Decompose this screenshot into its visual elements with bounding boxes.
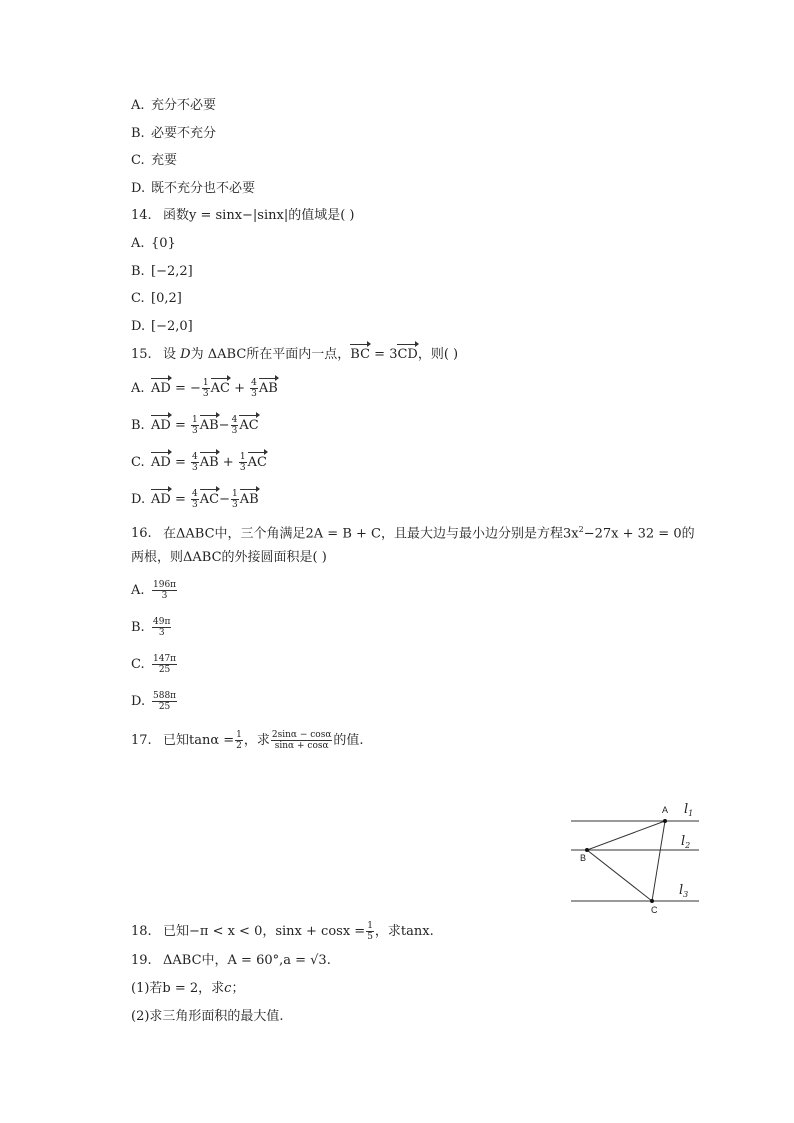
- q16-stem-line1: [131, 522, 695, 542]
- stem-part: 已知tanα =: [163, 733, 235, 748]
- fraction-denominator: 5: [367, 932, 373, 942]
- parallel-lines-triangle-figure: [571, 798, 701, 918]
- operator: −: [218, 418, 230, 433]
- stem-part: 两根，则ΔABC的外接圆面积是( ): [131, 550, 327, 565]
- option-text: {0}: [151, 236, 176, 251]
- question-number: 19.: [131, 953, 152, 968]
- question-number: 16.: [131, 526, 152, 542]
- fraction: [231, 415, 239, 436]
- fraction: [152, 654, 177, 675]
- fraction-numerator: 4: [251, 378, 257, 388]
- fraction: [191, 415, 199, 436]
- q18-stem: [131, 921, 434, 942]
- q16-stem-line2: [131, 550, 327, 566]
- option-text: [−2,0]: [151, 319, 193, 334]
- option-letter: C.: [131, 657, 145, 672]
- vector-term: AB: [258, 381, 278, 396]
- vector-lhs: AD: [151, 418, 171, 433]
- fraction: [191, 489, 199, 510]
- q16-option-c: [131, 654, 178, 675]
- fraction-numerator: 49π: [153, 617, 171, 627]
- stem-part: 设: [163, 347, 177, 362]
- fraction-denominator: 3: [239, 463, 246, 473]
- option-letter: B.: [131, 418, 145, 433]
- fraction: [250, 378, 258, 399]
- fraction: [202, 378, 210, 399]
- q15-option-c: [131, 452, 267, 473]
- fraction: [235, 730, 243, 751]
- question-number: 14.: [131, 208, 152, 223]
- fraction-numerator: 588π: [153, 691, 177, 701]
- vector-term: AC: [239, 418, 259, 433]
- label-a: A: [662, 805, 669, 815]
- option-letter: C.: [131, 291, 145, 306]
- label-l1-sub: 1: [688, 809, 694, 818]
- q14-option-a: [131, 236, 176, 252]
- triangle-abc: [587, 821, 665, 901]
- question-text: 函数y = sinx−|sinx|的值域是( ): [163, 208, 355, 223]
- fraction-numerator: 4: [191, 452, 198, 462]
- option-letter: D.: [131, 319, 146, 334]
- equals: = −: [170, 381, 201, 396]
- q13-option-a: [131, 98, 216, 114]
- fraction: [231, 489, 239, 510]
- fraction-numerator: 4: [231, 415, 238, 425]
- vector-lhs: AD: [151, 381, 171, 396]
- label-l3: [679, 883, 688, 899]
- option-letter: A.: [131, 583, 145, 598]
- equals: =: [170, 492, 190, 507]
- label-l2-main: l: [681, 834, 686, 849]
- operator: +: [229, 381, 250, 396]
- label-l2-sub: 2: [685, 841, 691, 850]
- fraction-numerator: 4: [191, 489, 198, 499]
- stem-part: 在ΔABC中，三个角满足2A = B + C，且最大边与最小边分别是方程3x: [163, 526, 579, 542]
- fraction-denominator: 3: [161, 591, 168, 601]
- q15-stem: [131, 347, 458, 363]
- fraction-numerator: 1: [367, 921, 373, 931]
- fraction-denominator: 3: [231, 426, 238, 436]
- label-l1-main: l: [684, 802, 689, 817]
- fraction: [191, 452, 199, 473]
- stem-part: ，则( ): [417, 347, 459, 362]
- equals: =: [170, 455, 190, 470]
- option-text: [−2,2]: [151, 264, 193, 279]
- option-letter: A.: [131, 98, 145, 113]
- vector-term: AC: [199, 492, 220, 507]
- fraction-numerator: 1: [239, 452, 246, 462]
- equals: =: [170, 418, 190, 433]
- option-text: 既不充分也不必要: [151, 181, 256, 196]
- vector-bc: BC: [350, 347, 371, 362]
- q13-option-b: [131, 126, 216, 142]
- vector-term: AC: [247, 455, 267, 470]
- stem-part: ；: [231, 981, 245, 996]
- fraction-numerator: 196π: [153, 580, 177, 590]
- stem-part: ΔABC所在平面内一点，: [207, 347, 351, 362]
- stem-part: ΔABC中，A = 60°,a = √3.: [163, 953, 331, 968]
- q14-stem: [131, 208, 355, 224]
- fraction-denominator: 3: [202, 389, 209, 399]
- label-b: B: [580, 853, 587, 863]
- point-a: [663, 819, 667, 823]
- q13-option-c: [131, 153, 177, 169]
- q15-option-b: [131, 415, 259, 436]
- q14-option-b: [131, 264, 193, 280]
- vector-term: AC: [210, 381, 230, 396]
- fraction-denominator: 25: [158, 702, 171, 712]
- q14-option-c: [131, 291, 182, 307]
- q16-option-d: [131, 691, 178, 712]
- point-d: D: [180, 347, 191, 362]
- exponent: 2: [578, 525, 584, 534]
- stem-part: 已知−π < x < 0，sinx + cosx =: [163, 924, 366, 939]
- fraction: [152, 580, 177, 601]
- question-number: 15.: [131, 347, 152, 362]
- option-letter: A.: [131, 381, 145, 396]
- q19-part1: [131, 981, 244, 997]
- option-letter: D.: [131, 694, 146, 709]
- stem-part: (1)若b = 2，求: [131, 981, 225, 996]
- option-letter: C.: [131, 153, 145, 168]
- fraction-denominator: 3: [191, 463, 198, 473]
- fraction-numerator: 147π: [153, 654, 177, 664]
- option-text: 必要不充分: [151, 126, 217, 141]
- label-l2: [681, 834, 690, 850]
- fraction-denominator: 3: [158, 628, 165, 638]
- q16-option-b: [131, 617, 172, 638]
- vector-term: AB: [199, 455, 219, 470]
- fraction-numerator: 1: [202, 378, 209, 388]
- fraction: [239, 452, 247, 473]
- q19-stem: [131, 953, 331, 969]
- fraction-denominator: 3: [191, 500, 198, 510]
- label-c: C: [651, 905, 658, 915]
- fraction-numerator: 1: [236, 730, 242, 740]
- option-letter: B.: [131, 620, 145, 635]
- vector-lhs: AD: [151, 455, 171, 470]
- fraction-denominator: sinα + cosα: [274, 741, 329, 751]
- option-letter: C.: [131, 455, 145, 470]
- fraction: [271, 730, 333, 751]
- label-l3-main: l: [679, 883, 684, 898]
- fraction-denominator: 25: [158, 665, 171, 675]
- question-number: 17.: [131, 733, 152, 748]
- stem-part: = 3: [370, 347, 398, 362]
- fraction-denominator: 3: [191, 426, 198, 436]
- stem-part: ，求tanx.: [374, 924, 434, 939]
- stem-part: 为: [190, 347, 204, 362]
- option-letter: D.: [131, 492, 146, 507]
- stem-part: −27x + 32 = 0的: [583, 526, 695, 542]
- stem-part: 的值.: [333, 733, 364, 748]
- fraction: [366, 921, 374, 942]
- option-text: 充要: [151, 153, 178, 168]
- q14-option-d: [131, 319, 193, 335]
- option-letter: B.: [131, 126, 145, 141]
- q17-stem: [131, 730, 364, 751]
- stem-part: ，求: [243, 733, 270, 748]
- question-number: 18.: [131, 924, 152, 939]
- label-l1: [684, 802, 693, 818]
- fraction-numerator: 2sinα − cosα: [271, 730, 332, 740]
- q13-option-d: [131, 181, 255, 197]
- vector-term: AB: [239, 492, 259, 507]
- var-c: c: [224, 981, 232, 996]
- label-l3-sub: 3: [683, 890, 689, 899]
- q15-option-d: [131, 489, 259, 510]
- option-text: [0,2]: [151, 291, 182, 306]
- vector-lhs: AD: [151, 492, 171, 507]
- vector-cd: CD: [397, 347, 418, 362]
- fraction-numerator: 1: [191, 415, 198, 425]
- vector-term: AB: [199, 418, 219, 433]
- option-text: 充分不必要: [151, 98, 217, 113]
- fraction-denominator: 3: [231, 500, 238, 510]
- fraction-numerator: 1: [231, 489, 238, 499]
- fraction: [152, 617, 171, 638]
- point-c: [650, 899, 654, 903]
- operator: +: [218, 455, 238, 470]
- q16-option-a: [131, 580, 178, 601]
- q19-part2: [131, 1009, 284, 1025]
- point-b: [585, 848, 589, 852]
- stem-part: (2)求三角形面积的最大值.: [131, 1009, 284, 1024]
- operator: −: [219, 492, 230, 507]
- option-letter: B.: [131, 264, 145, 279]
- option-letter: D.: [131, 181, 146, 196]
- q15-option-a: [131, 378, 278, 399]
- option-letter: A.: [131, 236, 145, 251]
- fraction-denominator: 2: [236, 741, 242, 751]
- fraction-denominator: 3: [251, 389, 257, 399]
- fraction: [152, 691, 177, 712]
